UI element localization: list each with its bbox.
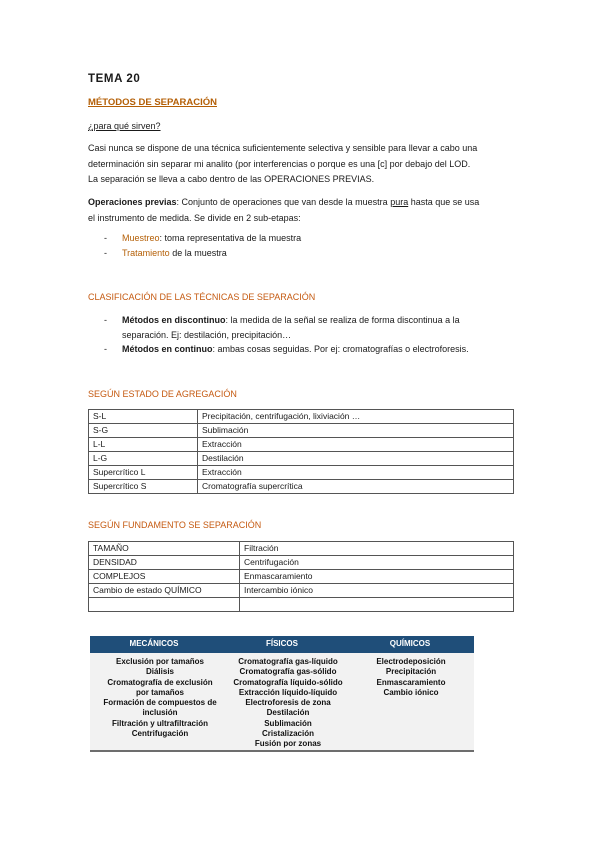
question-line: ¿para qué sirven? [88, 121, 161, 131]
method-item: Exclusión por tamaños [115, 657, 205, 666]
table-row [89, 480, 514, 494]
stage-term: Tratamiento [122, 247, 170, 258]
dash: - [104, 233, 107, 243]
table-row [89, 542, 514, 556]
table-row [89, 424, 514, 438]
table-cell: Centrifugación [240, 556, 514, 570]
table-cell: L-G [89, 452, 198, 466]
table-cell: Extracción [198, 438, 514, 452]
method-item: Electroforesis de zona [245, 698, 331, 708]
method-item: Electrodeposición [376, 657, 446, 666]
method-item: Cromatografía gas-sólido [239, 667, 337, 677]
header-mecanicos: MECÁNICOS [129, 639, 179, 648]
table-cell: Intercambio iónico [240, 584, 514, 598]
intro-line: Casi nunca se dispone de una técnica suficientemente selectiva y sensible para llevar a cabo una [88, 143, 478, 153]
table-cell: Cromatografía supercrítica [198, 480, 514, 494]
table-cell: Supercrítico S [89, 480, 198, 494]
stage-text: de la muestra [169, 247, 227, 258]
section-title: MÉTODOS DE SEPARACIÓN [88, 97, 217, 108]
operations-paragraph [88, 195, 518, 226]
method-item: Extracción líquido-líquido [238, 687, 338, 697]
sub-stage-list [104, 231, 301, 260]
methods-table [90, 636, 474, 752]
table-cell: S-G [89, 424, 198, 438]
header-quimicos: QUÍMICOS [389, 639, 431, 648]
table-row [89, 584, 514, 598]
table-row [89, 410, 514, 424]
stage-term: Muestreo [122, 233, 160, 243]
method-text: : la medida de la señal se realiza de forma discontinua a la [225, 315, 460, 325]
table-cell: DENSIDAD [89, 556, 240, 570]
table-row [89, 598, 514, 612]
method-term: Métodos en discontinuo [122, 315, 226, 325]
method-item: Filtración y ultrafiltración [111, 718, 208, 728]
list-item [104, 342, 469, 357]
operations-line2: el instrumento de medida. Se divide en 2 sub-etapas: [88, 212, 301, 223]
dash: - [104, 315, 107, 325]
method-item: Cromatografía de exclusión [107, 677, 213, 687]
list-item [104, 231, 301, 246]
method-term: Métodos en continuo [122, 344, 213, 354]
method-item: Cambio iónico [383, 687, 439, 697]
table-cell: TAMAÑO [89, 542, 240, 556]
table-cell: Sublimación [198, 424, 514, 438]
list-item [104, 246, 301, 261]
intro-line: determinación sin separar mi analito (por interferencias o porque es una [c] por debajo del LOD. [88, 158, 471, 169]
table-row [89, 466, 514, 480]
table-cell: L-L [89, 438, 198, 452]
fundamento-title: SEGÚN FUNDAMENTO SE SEPARACIÓN [88, 520, 262, 530]
table-row [89, 452, 514, 466]
classification-list [104, 313, 469, 357]
aggregation-title: SEGÚN ESTADO DE AGREGACIÓN [88, 389, 237, 399]
table-cell [89, 598, 240, 612]
method-item: Centrifugación [131, 729, 189, 739]
table-row [89, 438, 514, 452]
table-row [89, 556, 514, 570]
table-cell: Destilación [198, 452, 514, 466]
dash: - [104, 344, 107, 354]
method-item: Cromatografía líquido-sólido [233, 677, 343, 687]
aggregation-table [88, 409, 514, 494]
method-item: Cristalización [261, 729, 314, 739]
table-cell: Enmascaramiento [240, 570, 514, 584]
intro-paragraph [88, 141, 518, 188]
header-fisicos: FÍSICOS [265, 639, 298, 648]
mecanicos-column [90, 657, 230, 739]
method-item: Precipitación [385, 667, 437, 677]
table-cell: Extracción [198, 466, 514, 480]
stage-text: : toma representativa de la muestra [159, 233, 302, 243]
table-cell [240, 598, 514, 612]
method-text: separación. Ej: destilación, precipitación… [122, 329, 292, 340]
operations-text: hasta que se usa [408, 197, 480, 207]
method-item: Cromatografía gas-líquido [238, 657, 338, 666]
table-cell: COMPLEJOS [89, 570, 240, 584]
table-row [89, 570, 514, 584]
methods-table-header [90, 636, 474, 653]
method-item: Diálisis [145, 667, 174, 677]
method-item: Sublimación [264, 718, 312, 728]
table-cell: Supercrítico L [89, 466, 198, 480]
classification-title: CLASIFICACIÓN DE LAS TÉCNICAS DE SEPARACIÓN [88, 292, 316, 302]
table-cell: Cambio de estado QUÍMICO [89, 584, 240, 598]
table-cell: Precipitación, centrifugación, lixiviación … [198, 410, 514, 424]
quimicos-column [348, 657, 474, 698]
table-cell: Filtración [240, 542, 514, 556]
method-item: inclusión [142, 708, 178, 718]
table-bottom-rule [90, 750, 474, 752]
fisicos-column [230, 657, 346, 750]
method-item: Fusión por zonas [254, 739, 322, 749]
table-cell: S-L [89, 410, 198, 424]
dash: - [104, 247, 107, 258]
intro-line: La separación se lleva a cabo dentro de las OPERACIONES PREVIAS. [88, 174, 375, 184]
method-item: Destilación [266, 708, 310, 718]
method-text: : ambas cosas seguidas. Por ej: cromatografías o electroforesis. [212, 344, 469, 354]
page-heading: TEMA 20 [88, 73, 141, 85]
method-item: Enmascaramiento [376, 677, 446, 687]
method-item: Formación de compuestos de [103, 698, 217, 708]
fundamento-table [88, 541, 514, 612]
underlined-word: pura [390, 197, 409, 207]
operations-term: Operaciones previas [88, 197, 177, 207]
operations-text: : Conjunto de operaciones que van desde la muestra [176, 197, 391, 207]
method-item: por tamaños [135, 687, 184, 697]
list-item [104, 313, 469, 342]
